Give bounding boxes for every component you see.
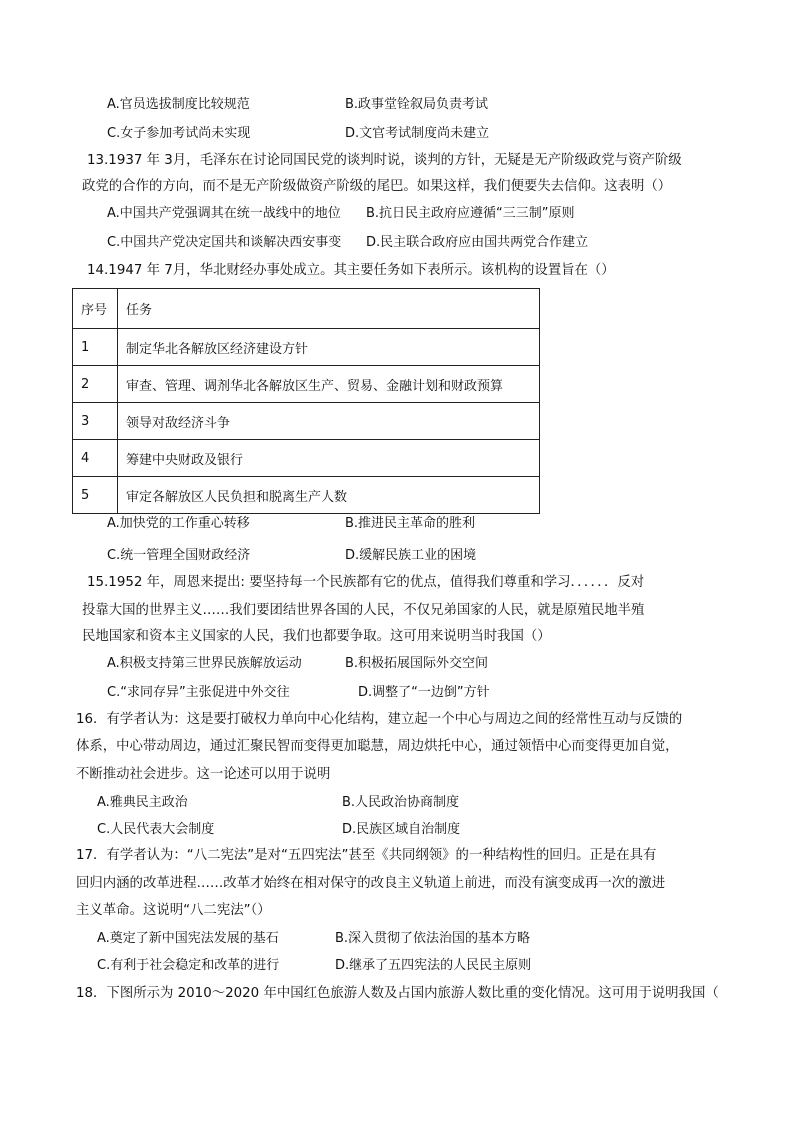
- q16-stem-line1: 16．有学者认为：这是要打破权力单向中心化结构，建立起一个中心与周边之间的经常性互动与反馈的: [76, 712, 683, 727]
- q17-option-c: C.有利于社会稳定和改革的进行: [97, 958, 280, 973]
- q12-option-a: A.官员选拔制度比较规范: [107, 97, 250, 112]
- q16-stem-line3: 不断推动社会进步。这一论述可以用于说明: [76, 767, 331, 782]
- header-number: 序号: [73, 289, 118, 329]
- q14-option-d: D.缓解民族工业的困境: [345, 548, 477, 563]
- q18-stem-line1: 18．下图所示为 2010～2020 年中国红色旅游人数及占国内旅游人数比重的变化情况。这可用于说明我国（: [76, 986, 719, 1001]
- q15-option-b: B.积极拓展国际外交空间: [345, 656, 489, 671]
- q17-stem-line1: 17．有学者认为：“八二宪法”是对“五四宪法”甚至《共同纲领》的一种结构性的回归。正是在具有: [76, 848, 657, 863]
- q13-option-d: D.民主联合政府应由国共两党合作建立: [366, 235, 589, 250]
- table-row: [73, 477, 540, 514]
- row-number: 2: [73, 366, 118, 403]
- table-header-row: [73, 289, 540, 329]
- table-row: [73, 366, 540, 403]
- q17-stem-line2: 回归内涵的改革进程……改革才始终在相对保守的改良主义轨道上前进，而没有演变成再一次的激进: [76, 876, 666, 891]
- q17-option-b: B.深入贯彻了依法治国的基本方略: [335, 931, 531, 946]
- q15-stem-line1: 15.1952 年，周恩来提出: 要坚持每一个民族都有它的优点，值得我们尊重和学习．．．．．．反对: [87, 575, 645, 590]
- row-task: 制定华北各解放区经济建设方针: [118, 329, 540, 366]
- q13-stem-line1: 13.1937 年 3月，毛泽东在讨论同国民党的谈判时说，谈判的方针，无疑是无产阶级政党与资产阶级: [87, 153, 682, 168]
- q15-option-a: A.积极支持第三世界民族解放运动: [107, 656, 302, 671]
- q14-option-b: B.推进民主革命的胜利: [345, 516, 476, 531]
- q13-option-a: A.中国共产党强调其在统一战线中的地位: [107, 206, 341, 221]
- q12-option-b: B.政事堂铨叙局负责考试: [345, 97, 489, 112]
- q16-option-c: C.人民代表大会制度: [97, 822, 215, 837]
- q15-option-d: D.调整了“一边倒”方针: [358, 685, 490, 700]
- q16-option-a: A.雅典民主政治: [97, 795, 188, 810]
- q17-option-a: A.奠定了新中国宪法发展的基石: [97, 931, 279, 946]
- q14-stem: 14.1947 年 7月，华北财经办事处成立。其主要任务如下表所示。该机构的设置旨在（）: [87, 263, 615, 278]
- q16-stem-line2: 体系，中心带动周边，通过汇聚民智而变得更加聪慧，周边烘托中心，通过领悟中心而变得更加自觉，: [76, 739, 679, 754]
- header-task: 任务: [118, 289, 540, 329]
- row-number: 4: [73, 440, 118, 477]
- row-number: 1: [73, 329, 118, 366]
- table-row: [73, 440, 540, 477]
- q16-option-b: B.人民政治协商制度: [342, 795, 460, 810]
- table-row: [73, 329, 540, 366]
- q15-stem-line2: 投靠大国的世界主义……我们要团结世界各国的人民，不仅兄弟国家的人民，就是原殖民地半殖: [82, 603, 645, 618]
- row-task: 审查、管理、调剂华北各解放区生产、贸易、金融计划和财政预算: [118, 366, 540, 403]
- q12-option-c: C.女子参加考试尚未实现: [107, 126, 251, 141]
- row-task: 领导对敌经济斗争: [118, 403, 540, 440]
- q17-option-d: D.继承了五四宪法的人民民主原则: [335, 958, 532, 973]
- task-table: [72, 288, 540, 514]
- row-task: 审定各解放区人民负担和脱离生产人数: [118, 477, 540, 514]
- q12-option-d: D.文官考试制度尚未建立: [345, 126, 490, 141]
- q15-stem-line3: 民地国家和资本主义国家的人民，我们也都要争取。这可用来说明当时我国（）: [82, 629, 551, 644]
- q14-option-a: A.加快党的工作重心转移: [107, 516, 250, 531]
- q17-stem-line3: 主义革命。这说明“八二宪法”（）: [76, 903, 271, 918]
- row-number: 3: [73, 403, 118, 440]
- q13-option-b: B.抗日民主政府应遵循“三三制”原则: [366, 206, 575, 221]
- q13-option-c: C.中国共产党决定国共和谈解决西安事变: [107, 235, 342, 250]
- q13-stem-line2: 政党的合作的方向，而不是无产阶级做资产阶级的尾巴。如果这样，我们便要失去信仰。这表明（）: [82, 179, 672, 194]
- table-row: [73, 403, 540, 440]
- q15-option-c: C.“求同存异”主张促进中外交往: [107, 685, 290, 700]
- row-number: 5: [73, 477, 118, 514]
- q16-option-d: D.民族区域自治制度: [342, 822, 461, 837]
- q14-option-c: C.统一管理全国财政经济: [107, 548, 251, 563]
- row-task: 筹建中央财政及银行: [118, 440, 540, 477]
